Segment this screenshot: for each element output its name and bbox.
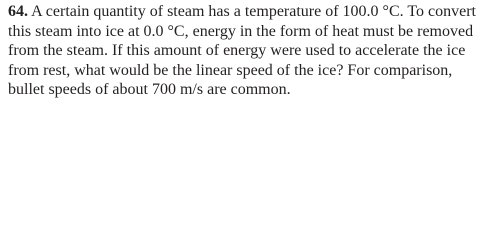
problem-text-line-1: A certain quantity of steam has a temperature of 100.0 °C. To convert [28, 3, 476, 20]
problem-line-3: from the steam. If this amount of energy were used to accelerate the ice [8, 42, 466, 59]
problem-line-2: this steam into ice at 0.0 °C, energy in the form of heat must be removed [8, 22, 474, 40]
problem-line-4: from rest, what would be the linear speed of the ice? For comparison, [8, 61, 453, 79]
problem-64 [8, 2, 494, 100]
problem-line-5: bullet speeds of about 700 m/s are common. [8, 81, 291, 98]
problem-number: 64. [8, 3, 28, 20]
problem-line-1 [8, 2, 494, 22]
